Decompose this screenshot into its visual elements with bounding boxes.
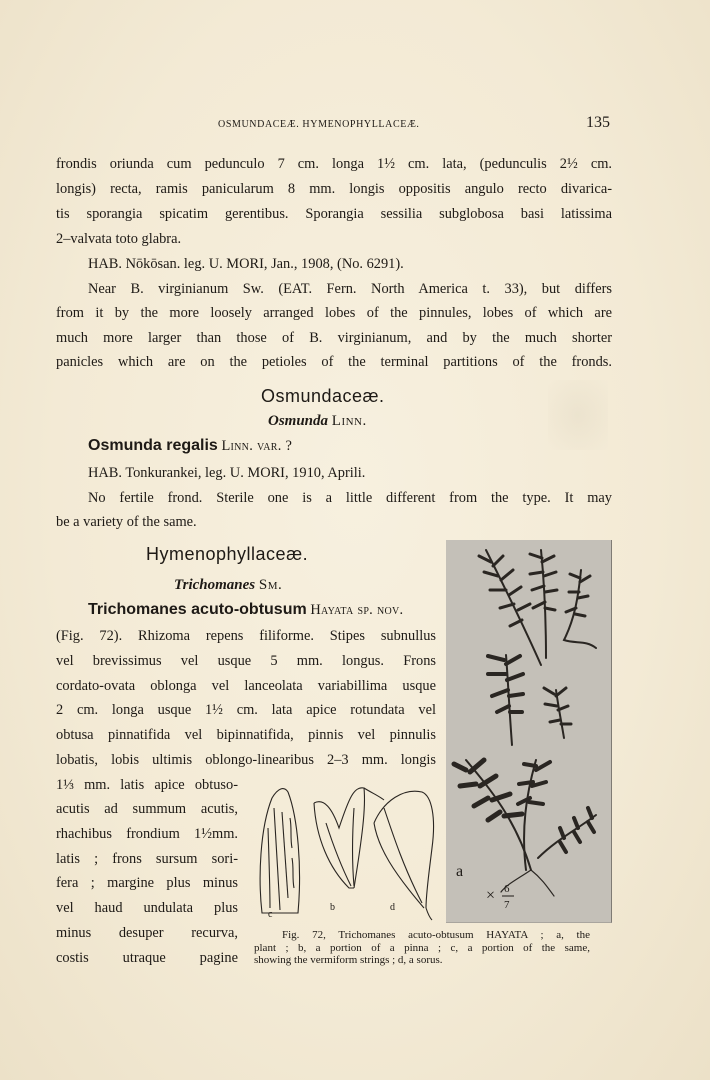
description-line: cordato-ovata oblonga vel lanceolata variabillima usque — [56, 678, 436, 694]
drawing-label-c: c — [268, 909, 273, 920]
description-line: minus desuper recurva, — [56, 925, 238, 941]
description-line: fera ; margine plus minus — [56, 875, 238, 891]
page-header — [0, 116, 710, 136]
description-line: vel brevissimus vel usque 5 mm. longus. Frons — [56, 653, 436, 669]
caption-line: Fig. 72, Trichomanes acuto-obtusum HAYATA ; a, the — [282, 929, 590, 941]
family-heading-hymenophyllaceae: Hymenophyllaceæ. — [146, 544, 309, 564]
description-line: latis ; frons sursum sori- — [56, 851, 238, 867]
genus-heading-trichomanes — [174, 577, 282, 594]
text-line: from it by the more loosely arranged lobes of the pinnules, lobes of which are — [56, 305, 612, 321]
text-line: frondis oriunda cum pedunculo 7 cm. longa 1½ cm. lata, (pedunculis 2½ cm. — [56, 156, 612, 172]
page-number: 135 — [586, 114, 610, 131]
text-line: panicles which are on the petioles of the terminal partitions of the fronds. — [56, 354, 612, 370]
pinna-sorus-drawing — [254, 778, 439, 923]
description-line: lobatis, lobis ultimis oblongo-linearibus 2–3 mm. longis — [56, 752, 436, 768]
text-line: much more larger than those of B. virginianum, and by the much shorter — [56, 330, 612, 346]
paper-stain — [548, 380, 608, 450]
text-line: 2–valvata toto glabra. — [56, 231, 182, 247]
drawing-label-d: d — [390, 902, 395, 913]
description-line: 2 cm. longa usque 1½ cm. lata apice rotundata vel — [56, 702, 436, 718]
fern-specimen-photo — [446, 540, 611, 922]
description-line: vel haud undulata plus — [56, 900, 238, 916]
habitat-line: HAB. Nōkōsan. leg. U. MORI, Jan., 1908, (No. 6291). — [88, 256, 404, 272]
text-line: longis) recta, ramis panicularum 8 mm. longis oppositis angulo recto divarica- — [56, 181, 612, 197]
scale-denominator: 7 — [504, 899, 510, 911]
species-author: Hayata sp. nov. — [310, 602, 404, 618]
caption-line: plant ; b, a portion of a pinna ; c, a portion of the same, — [254, 941, 590, 954]
text-line: Near B. virginianum Sw. (EAT. Fern. North America t. 33), but differs — [88, 281, 612, 297]
genus-heading-osmunda — [268, 413, 367, 430]
drawing-label-b: b — [330, 902, 335, 913]
description-line: acutis ad summum acutis, — [56, 801, 238, 817]
species-name: Osmunda regalis — [88, 437, 218, 454]
description-line: rhachibus frondium 1½mm. — [56, 826, 238, 842]
genus-author: Sm. — [258, 577, 283, 593]
habitat-line: HAB. Tonkurankei, leg. U. MORI, 1910, Aprili. — [88, 465, 366, 481]
description-line: 1⅓ mm. latis apice obtuso- — [56, 777, 238, 793]
running-head: OSMUNDACEÆ. HYMENOPHYLLACEÆ. — [218, 119, 420, 130]
figure-caption — [254, 929, 590, 967]
text-line: No fertile frond. Sterile one is a little different from the type. It may — [88, 490, 612, 506]
caption-line: showing the vermiform strings ; d, a sorus. — [254, 954, 443, 966]
genus-author: Linn. — [331, 413, 367, 429]
species-heading-trichomanes — [88, 601, 403, 619]
description-line: obtusa pinnatifida vel bipinnatifida, pinnis vel pinnulis — [56, 727, 436, 743]
family-heading-osmundaceae: Osmundaceæ. — [261, 386, 385, 406]
figure-72-drawings — [254, 778, 439, 923]
text-line: tis sporangia spicatim gerentibus. Sporangia sessilia subglobosa basi latissima — [56, 206, 612, 222]
species-name: Trichomanes acuto-obtusum — [88, 601, 307, 618]
scale-numerator: 6 — [504, 883, 510, 895]
description-line: (Fig. 72). Rhizoma repens filiforme. Stipes subnullus — [56, 628, 436, 644]
plate-label-a: a — [456, 863, 464, 880]
figure-72-plate — [446, 540, 612, 923]
species-heading-osmunda-regalis — [88, 437, 292, 455]
scale-symbol: × — [486, 887, 496, 904]
species-author: Linn. var. ? — [221, 438, 293, 454]
text-line: be a variety of the same. — [56, 514, 197, 530]
genus-name: Trichomanes — [174, 577, 256, 593]
description-line: costis utraque pagine — [56, 950, 238, 966]
genus-name: Osmunda — [268, 413, 329, 429]
